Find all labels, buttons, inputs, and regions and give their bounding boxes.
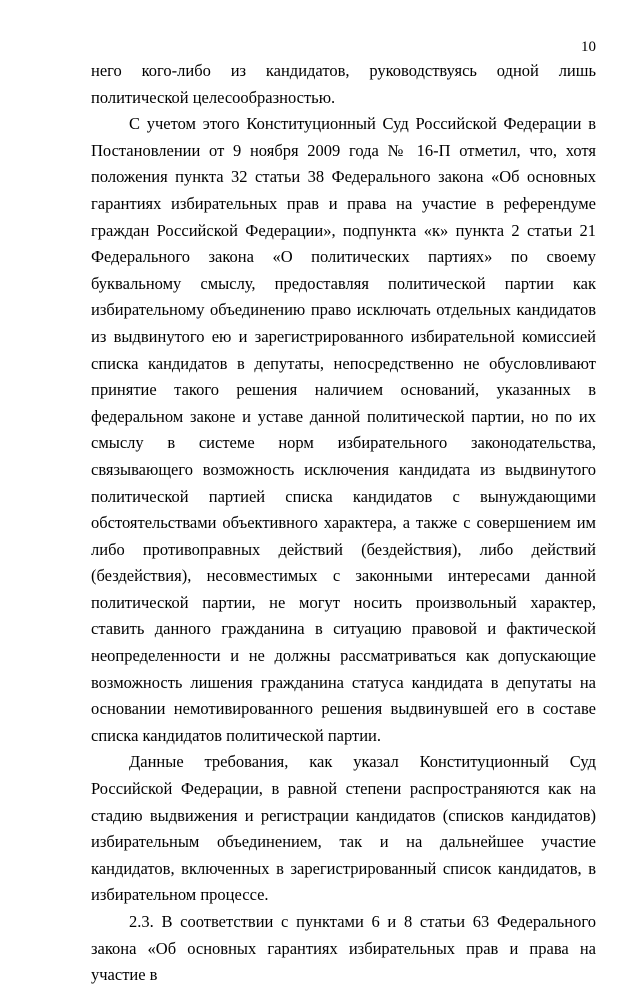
page-number: 10 <box>581 39 596 55</box>
paragraph-section-2-3: 2.3. В соответствии с пунктами 6 и 8 статьи 63 Федерального закона «Об основных гарантиях избирательных прав и права на участие в <box>91 912 596 985</box>
paragraph-requirements: Данные требования, как указал Конституционный Суд Российской Федерации, в равной степени распространяются как на стадию выдвижения и регистрации кандидатов (списков кандидатов) избирательным объединением, так и на дальнейшее участие кандидатов, включенных в зарегистрированный список кандидатов, в избирательном процессе. <box>91 752 596 905</box>
document-body <box>91 58 596 989</box>
paragraph-constitutional-court-ruling: С учетом этого Конституционный Суд Российской Федерации в Постановлении от 9 ноября 2009 года № 16-П отметил, что, хотя положения пункта 32 статьи 38 Федерального закона «Об основных гарантиях избирательных прав и права на участие в референдуме граждан Российской Федерации», подпункта «к» пункта 2 статьи 21 Федерального закона «О политических партиях» по своему буквальному смыслу, предоставляя политической партии как избирательному объединению право исключать отдельных кандидатов из выдвинутого ею и зарегистрированного избирательной комиссией списка кандидатов в депутаты, непосредственно не обусловливают принятие такого решения наличием оснований, указанных в федеральном законе и уставе данной политической партии, но по их смыслу в системе норм избирательного законодательства, связывающего возможность исключения кандидата из выдвинутого политической партией списка кандидатов с вынуждающими обстоятельствами объективного характера, а также с совершением им либо противоправных действий (бездействия), либо действий (бездействия), несовместимых с законными интересами данной политической партии, не могут носить произвольный характер, ставить данного гражданина в ситуацию правовой и фактической неопределенности и не должны рассматриваться как допускающие возможность лишения гражданина статуса кандидата в депутаты на основании немотивированного решения выдвинувшей его в составе списка кандидатов политической партии. <box>91 114 596 745</box>
paragraph-continuation: него кого-либо из кандидатов, руководствуясь одной лишь политической целесообразностью. <box>91 61 596 107</box>
